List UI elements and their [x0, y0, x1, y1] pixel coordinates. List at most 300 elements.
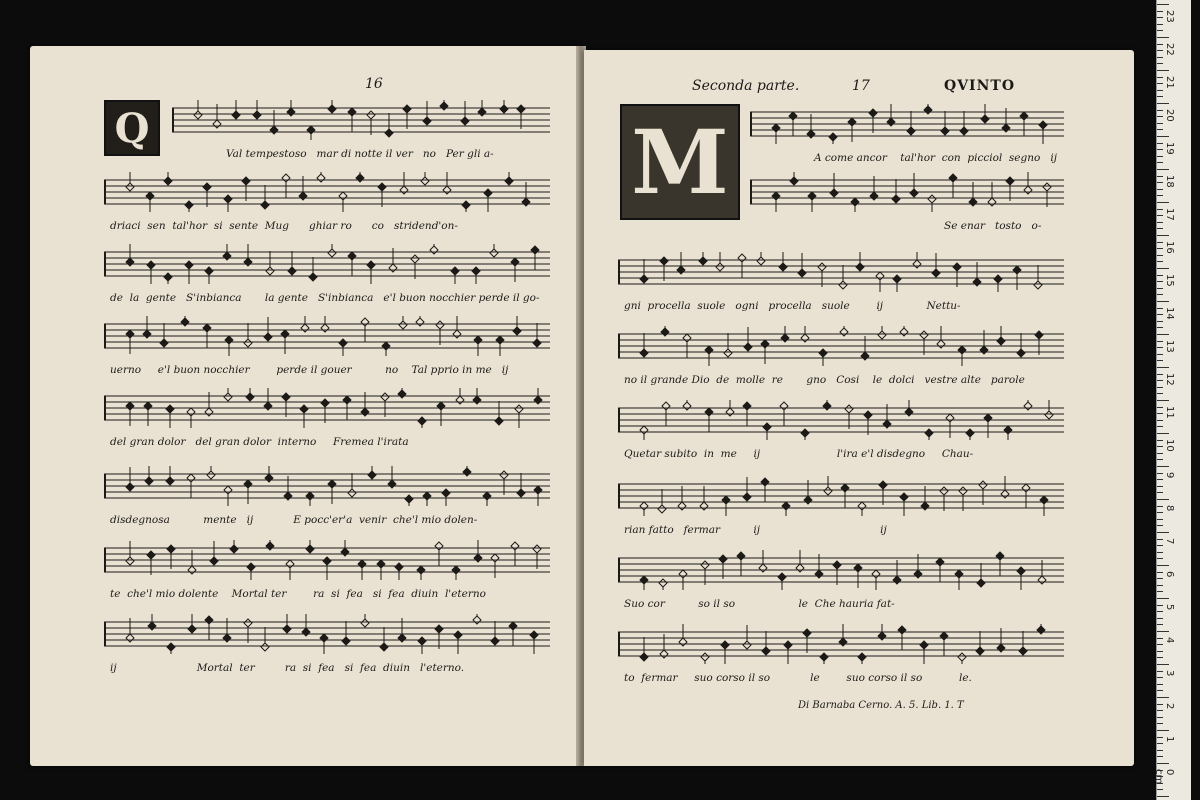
note-head: [1024, 402, 1032, 410]
note-head: [321, 399, 329, 407]
note-head: [148, 622, 156, 630]
note-head: [400, 186, 408, 194]
note-head: [286, 560, 294, 568]
ruler-tick: [1157, 789, 1163, 790]
ruler-tick: [1157, 492, 1163, 493]
lyric-line: te che'l mio dolente Mortal ter ra si fea si fea diuin l'eterno: [110, 588, 486, 600]
note-head: [534, 486, 542, 494]
note-head: [977, 579, 985, 587]
note-head: [223, 252, 231, 260]
note-head: [841, 484, 849, 492]
note-head: [744, 343, 752, 351]
note-head: [247, 563, 255, 571]
music-staff: [618, 326, 1064, 366]
note-head: [442, 489, 450, 497]
note-head: [870, 192, 878, 200]
note-head: [341, 548, 349, 556]
ruler-tick: [1157, 30, 1163, 31]
music-staff: [618, 624, 1064, 664]
note-head: [288, 267, 296, 275]
ruler-label: 12: [1164, 373, 1175, 386]
ruler-tick: [1157, 77, 1163, 78]
note-head: [823, 402, 831, 410]
ruler-tick: [1157, 334, 1169, 335]
note-head: [398, 634, 406, 642]
note-head: [722, 496, 730, 504]
note-head: [969, 198, 977, 206]
note-head: [858, 502, 866, 510]
note-head: [854, 564, 862, 572]
note-head: [491, 637, 499, 645]
note-head: [772, 124, 780, 132]
note-head: [994, 275, 1002, 283]
ruler-tick: [1157, 202, 1169, 203]
note-head: [417, 566, 425, 574]
note-head: [872, 570, 880, 578]
note-head: [368, 471, 376, 479]
note-head: [1039, 121, 1047, 129]
ruler-tick: [1157, 466, 1169, 467]
note-head: [299, 192, 307, 200]
lyric-line: rian fatto fermar ij ij: [624, 524, 887, 536]
note-head: [864, 411, 872, 419]
note-head: [361, 318, 369, 326]
ruler-label: 1: [1164, 736, 1175, 743]
note-head: [358, 560, 366, 568]
note-head: [378, 183, 386, 191]
note-head: [781, 334, 789, 342]
note-head: [361, 619, 369, 627]
note-head: [932, 269, 940, 277]
note-head: [981, 115, 989, 123]
ruler-tick: [1157, 558, 1163, 559]
ruler-tick: [1157, 611, 1163, 612]
note-head: [225, 336, 233, 344]
running-head: Seconda parte.: [692, 78, 800, 94]
note-head: [1019, 647, 1027, 655]
note-head: [496, 336, 504, 344]
note-head: [914, 570, 922, 578]
ruler-tick: [1157, 473, 1163, 474]
ruler-tick: [1157, 664, 1169, 665]
music-staff: [104, 244, 550, 284]
note-head: [759, 564, 767, 572]
note-head: [144, 402, 152, 410]
ruler-tick: [1157, 308, 1163, 309]
ruler-tick: [1157, 261, 1163, 262]
ruler-tick: [1157, 24, 1163, 25]
note-head: [126, 557, 134, 565]
ruler-tick: [1157, 644, 1163, 645]
note-head: [367, 261, 375, 269]
music-staff: [618, 400, 1064, 440]
note-head: [343, 396, 351, 404]
note-head: [253, 111, 261, 119]
note-head: [737, 552, 745, 560]
ruler-label: 20: [1164, 109, 1175, 122]
ruler-tick: [1157, 156, 1163, 157]
ruler-tick: [1157, 281, 1163, 282]
note-head: [738, 254, 746, 262]
note-head: [959, 487, 967, 495]
note-head: [1020, 112, 1028, 120]
note-head: [829, 133, 837, 141]
ruler-label: 2: [1164, 703, 1175, 710]
note-head: [302, 628, 310, 636]
note-head: [701, 561, 709, 569]
note-head: [185, 261, 193, 269]
note-head: [339, 339, 347, 347]
note-head: [1024, 186, 1032, 194]
ruler-tick: [1157, 149, 1163, 150]
note-head: [839, 281, 847, 289]
note-head: [244, 339, 252, 347]
ruler-tick: [1157, 539, 1163, 540]
ruler-label: 3: [1164, 670, 1175, 677]
note-head: [960, 127, 968, 135]
note-head: [876, 272, 884, 280]
note-head: [282, 174, 290, 182]
note-head: [301, 324, 309, 332]
note-head: [452, 566, 460, 574]
ruler-tick: [1157, 525, 1163, 526]
ruler-tick: [1157, 532, 1169, 533]
note-head: [925, 429, 933, 437]
note-head: [207, 471, 215, 479]
note-head: [126, 483, 134, 491]
note-head: [705, 346, 713, 354]
note-head: [701, 653, 709, 661]
note-head: [533, 545, 541, 553]
note-head: [640, 653, 648, 661]
note-head: [261, 201, 269, 209]
note-head: [411, 255, 419, 263]
note-head: [893, 576, 901, 584]
note-head: [164, 273, 172, 281]
ruler-tick: [1157, 459, 1163, 460]
note-head: [126, 402, 134, 410]
note-head: [348, 108, 356, 116]
note-head: [1035, 331, 1043, 339]
note-head: [451, 267, 459, 275]
note-head: [1022, 484, 1030, 492]
note-head: [1002, 124, 1010, 132]
note-head: [976, 647, 984, 655]
note-head: [224, 486, 232, 494]
ruler-tick: [1157, 743, 1163, 744]
note-head: [900, 328, 908, 336]
note-head: [678, 502, 686, 510]
ruler-tick: [1157, 116, 1163, 117]
note-head: [453, 330, 461, 338]
ruler-tick: [1157, 103, 1169, 104]
note-head: [287, 108, 295, 116]
note-head: [328, 249, 336, 257]
lyric-line: disdegnosa mente ij E pocc'er'a venir che'l mio dolen-: [110, 514, 478, 526]
note-head: [147, 551, 155, 559]
ruler-tick: [1157, 90, 1163, 91]
music-staff: [618, 476, 1064, 516]
note-head: [803, 629, 811, 637]
lyric-line: Quetar subito in me ij l'ira e'l disdegno Chau-: [624, 448, 974, 460]
note-head: [342, 637, 350, 645]
ruler-tick: [1157, 215, 1163, 216]
note-head: [980, 346, 988, 354]
ruler-tick: [1157, 341, 1163, 342]
note-head: [907, 127, 915, 135]
note-head: [879, 481, 887, 489]
ruler-tick: [1157, 433, 1169, 434]
ruler-tick: [1157, 407, 1163, 408]
lyric-line: Val tempestoso mar di notte il ver no Per gli a-: [226, 148, 494, 160]
ruler-tick: [1157, 756, 1163, 757]
ruler-label: 15: [1164, 274, 1175, 287]
ruler-tick: [1157, 129, 1163, 130]
ruler-tick: [1157, 37, 1169, 38]
note-head: [887, 118, 895, 126]
note-head: [921, 502, 929, 510]
note-head: [784, 641, 792, 649]
lyric-line: de la gente S'inbianca la gente S'inbianca e'l buon nocchier perde il go-: [110, 292, 540, 304]
note-head: [958, 346, 966, 354]
note-head: [677, 266, 685, 274]
ruler-tick: [1157, 479, 1163, 480]
note-head: [517, 105, 525, 113]
note-head: [700, 502, 708, 510]
measurement-ruler: [1153, 0, 1191, 800]
ruler-label: 4: [1164, 637, 1175, 644]
note-head: [495, 417, 503, 425]
note-head: [361, 408, 369, 416]
note-head: [505, 177, 513, 185]
note-head: [224, 195, 232, 203]
ruler-tick: [1157, 446, 1163, 447]
note-head: [763, 423, 771, 431]
ruler-tick: [1157, 374, 1163, 375]
note-head: [306, 492, 314, 500]
note-head: [1001, 490, 1009, 498]
note-head: [779, 263, 787, 271]
note-head: [388, 480, 396, 488]
right-page: [584, 50, 1134, 766]
note-head: [924, 106, 932, 114]
note-head: [1017, 349, 1025, 357]
note-head: [936, 558, 944, 566]
ruler-tick: [1157, 248, 1163, 249]
ruler-tick: [1157, 268, 1169, 269]
ruler-tick: [1157, 327, 1163, 328]
music-staff: [618, 252, 1064, 292]
note-head: [187, 408, 195, 416]
note-head: [522, 198, 530, 206]
note-head: [830, 189, 838, 197]
ruler-tick: [1157, 314, 1163, 315]
note-head: [660, 650, 668, 658]
note-head: [920, 641, 928, 649]
ruler-tick: [1157, 618, 1163, 619]
note-head: [317, 174, 325, 182]
music-staff: [104, 388, 550, 428]
right-page-number: 17: [852, 78, 870, 94]
note-head: [491, 554, 499, 562]
note-head: [782, 502, 790, 510]
note-head: [743, 493, 751, 501]
music-staff: [104, 172, 550, 212]
ruler-tick: [1157, 83, 1163, 84]
lyric-line: gni procella suole ogni procella suole ij Nettu-: [624, 300, 961, 312]
note-head: [385, 129, 393, 137]
note-head: [356, 174, 364, 182]
note-head: [306, 545, 314, 553]
note-head: [474, 336, 482, 344]
ruler-label: 21: [1164, 76, 1175, 89]
note-head: [679, 638, 687, 646]
ruler-tick: [1157, 70, 1169, 71]
ruler-tick: [1157, 11, 1163, 12]
ruler-tick: [1157, 763, 1169, 764]
note-head: [820, 653, 828, 661]
note-head: [213, 120, 221, 128]
note-head: [997, 337, 1005, 345]
note-head: [716, 263, 724, 271]
note-head: [761, 340, 769, 348]
note-head: [778, 573, 786, 581]
lyric-line: Se enar tosto o-: [944, 220, 1042, 232]
note-head: [399, 321, 407, 329]
note-head: [898, 626, 906, 634]
note-head: [1013, 266, 1021, 274]
ruler-tick: [1157, 143, 1163, 144]
note-head: [796, 564, 804, 572]
note-head: [270, 126, 278, 134]
note-head: [166, 477, 174, 485]
note-head: [367, 111, 375, 119]
ruler-label: 14: [1164, 307, 1175, 320]
ruler-label: 5: [1164, 604, 1175, 611]
note-head: [435, 542, 443, 550]
note-head: [205, 616, 213, 624]
note-head: [743, 402, 751, 410]
note-head: [246, 393, 254, 401]
note-head: [640, 349, 648, 357]
ruler-tick: [1157, 162, 1163, 163]
note-head: [194, 111, 202, 119]
ruler-tick: [1157, 360, 1163, 361]
ruler-tick: [1157, 717, 1163, 718]
note-head: [833, 561, 841, 569]
left-page: [30, 46, 578, 766]
note-head: [824, 487, 832, 495]
note-head: [913, 260, 921, 268]
note-head: [517, 489, 525, 497]
note-head: [224, 393, 232, 401]
note-head: [966, 429, 974, 437]
note-head: [474, 554, 482, 562]
note-head: [462, 201, 470, 209]
ruler-tick: [1157, 288, 1163, 289]
note-head: [869, 109, 877, 117]
ruler-label: 0 cm: [1153, 769, 1175, 785]
note-head: [244, 480, 252, 488]
decorated-initial-q: Q: [104, 100, 160, 156]
note-head: [500, 471, 508, 479]
ruler-tick: [1157, 96, 1163, 97]
note-head: [845, 405, 853, 413]
note-head: [126, 183, 134, 191]
note-head: [261, 643, 269, 651]
ruler-label: 16: [1164, 241, 1175, 254]
music-staff: [104, 466, 550, 506]
note-head: [940, 632, 948, 640]
note-head: [232, 111, 240, 119]
music-staff: [618, 550, 1064, 590]
note-head: [160, 339, 168, 347]
ruler-tick: [1157, 393, 1163, 394]
note-head: [662, 402, 670, 410]
note-head: [405, 495, 413, 503]
ruler-tick: [1157, 294, 1163, 295]
note-head: [719, 555, 727, 563]
note-head: [772, 192, 780, 200]
note-head: [858, 653, 866, 661]
note-head: [478, 108, 486, 116]
ruler-tick: [1157, 347, 1163, 348]
note-head: [1037, 626, 1045, 634]
note-head: [640, 426, 648, 434]
ruler-tick: [1157, 136, 1169, 137]
ruler-label: 13: [1164, 340, 1175, 353]
note-head: [328, 105, 336, 113]
note-head: [380, 643, 388, 651]
ruler-tick: [1157, 17, 1163, 18]
ruler-tick: [1157, 710, 1163, 711]
note-head: [1045, 411, 1053, 419]
note-head: [984, 414, 992, 422]
ruler-tick: [1157, 44, 1163, 45]
ruler-tick: [1157, 545, 1163, 546]
note-head: [818, 263, 826, 271]
note-head: [798, 269, 806, 277]
note-head: [743, 641, 751, 649]
note-head: [840, 328, 848, 336]
note-head: [848, 118, 856, 126]
note-head: [203, 324, 211, 332]
note-head: [979, 481, 987, 489]
note-head: [726, 408, 734, 416]
ruler-tick: [1157, 519, 1163, 520]
ruler-tick: [1157, 506, 1163, 507]
note-head: [883, 420, 891, 428]
ruler-tick: [1157, 598, 1169, 599]
ruler-tick: [1157, 189, 1163, 190]
note-head: [724, 349, 732, 357]
ruler-tick: [1157, 354, 1163, 355]
ruler-tick: [1157, 638, 1163, 639]
ruler-tick: [1157, 301, 1169, 302]
note-head: [166, 405, 174, 413]
note-head: [659, 579, 667, 587]
note-head: [819, 349, 827, 357]
ruler-tick: [1157, 275, 1163, 276]
note-head: [640, 576, 648, 584]
ruler-tick: [1157, 565, 1169, 566]
note-head: [941, 127, 949, 135]
note-head: [320, 634, 328, 642]
note-head: [928, 195, 936, 203]
note-head: [323, 557, 331, 565]
note-head: [430, 246, 438, 254]
ruler-tick: [1157, 704, 1163, 705]
